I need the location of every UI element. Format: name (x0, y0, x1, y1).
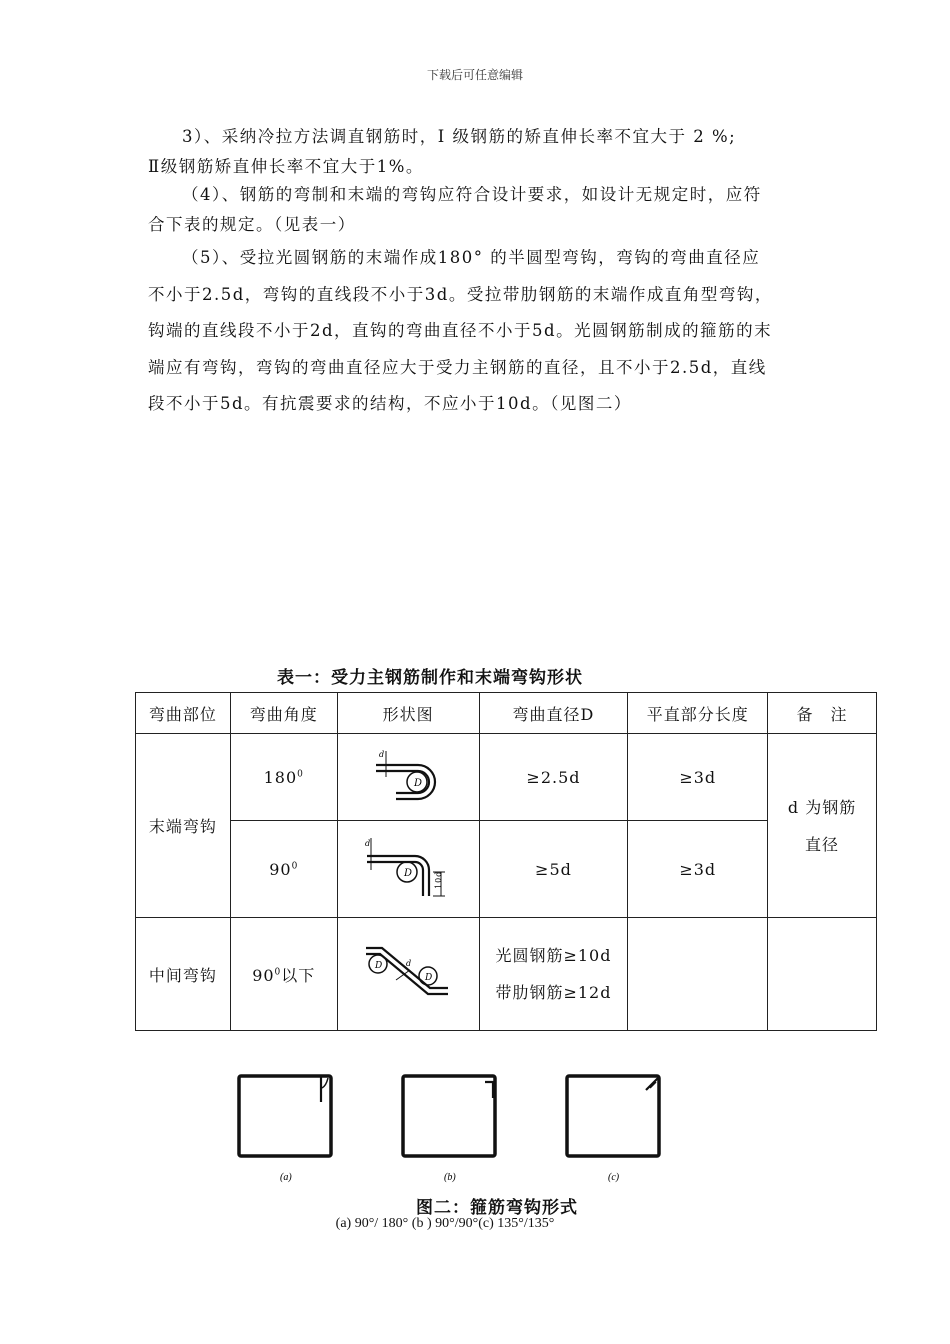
svg-text:d: d (406, 959, 413, 968)
table-row (136, 918, 877, 1031)
shape-cell (337, 734, 479, 821)
header-cell: 弯曲角度 (230, 693, 337, 734)
page-header: 下载后可任意编辑 (426, 68, 523, 82)
hook-180-icon (368, 747, 448, 807)
paragraph-line: 不小于2.5d，弯钩的直线段不小于3d。受拉带肋钢筋的末端作成直角型弯钩， (148, 284, 773, 304)
remark-cell (768, 734, 877, 918)
header-cell: 弯曲部位 (136, 693, 231, 734)
paragraph-hook-rules (148, 240, 808, 423)
header-cell: 备 注 (768, 693, 877, 734)
svg-text:D: D (404, 868, 414, 879)
table-header-row (136, 693, 877, 734)
paragraph-line: 段不小于5d。有抗震要求的结构，不应小于10d。（见图二） (148, 394, 632, 413)
figure-label-b: (b) (444, 1172, 456, 1183)
bend-angle-cell: $90^0$以下 (230, 918, 337, 1031)
bend-angle-cell: $90^0$ (230, 821, 337, 918)
bend-diameter-cell (479, 918, 628, 1031)
stirrup-b-diagram (403, 1076, 495, 1156)
straight-length-cell (628, 918, 768, 1031)
table-title: 表一：受力主钢筋制作和末端弯钩形状 (277, 668, 583, 688)
remark-cell-empty (768, 918, 877, 1031)
hook-90-icon (363, 834, 453, 904)
diameter-line: 带肋钢筋≥12d (495, 983, 612, 1002)
header-cell: 形状图 (337, 693, 479, 734)
bend-part-cell: 末端弯钩 (136, 734, 231, 918)
header-cell: 弯曲直径D (479, 693, 628, 734)
remark-line: d 为钢筋 (787, 797, 857, 817)
svg-text:d: d (365, 839, 372, 848)
stirrup-diagrams (230, 1068, 690, 1188)
remark-line: 直径 (805, 834, 840, 854)
middle-bend-icon (360, 940, 456, 1008)
bend-diameter-cell: ≥2.5d (479, 734, 628, 821)
header-cell: 平直部分长度 (628, 693, 768, 734)
figure-label-a: (a) (280, 1172, 292, 1183)
paragraph-bending-requirements (148, 180, 808, 240)
svg-text:D: D (375, 961, 384, 971)
stirrup-hook-figures (230, 1068, 690, 1188)
svg-text:10d: 10d (434, 870, 444, 889)
bend-diameter-cell: ≥5d (479, 821, 628, 918)
figure-label-c: (c) (608, 1172, 620, 1183)
svg-text:d: d (379, 750, 386, 759)
paragraph-line: （4）、钢筋的弯制和末端的弯钩应符合设计要求，如设计无规定时，应符 (182, 185, 762, 204)
paragraph-line: 合下表的规定。（见表一） (148, 215, 356, 234)
shape-cell (337, 918, 479, 1031)
paragraph-line: 端应有弯钩，弯钩的弯曲直径应大于受力主钢筋的直径，且不小于2.5d，直线 (148, 357, 767, 377)
paragraph-line: （5）、受拉光圆钢筋的末端作成180° 的半圆型弯钩，弯钩的弯曲直径应 (182, 248, 761, 267)
svg-text:D: D (414, 778, 424, 789)
figure-caption: 图二：箍筋弯钩形式 (416, 1198, 578, 1218)
table-row (136, 821, 877, 918)
paragraph-line: 钩端的直线段不小于2d，直钩的弯曲直径不小于5d。光圆钢筋制成的箍筋的末 (148, 321, 773, 340)
stirrup-a-diagram (239, 1076, 331, 1156)
table-row (136, 734, 877, 821)
figure-subcaption: (a) 90°/ 180° (b ) 90°/90°(c) 135°/135° (335, 1216, 555, 1231)
bend-part-cell: 中间弯钩 (136, 918, 231, 1031)
bend-angle-cell: $180^0$ (230, 734, 337, 821)
hook-spec-table (135, 692, 877, 1031)
paragraph-line: 3）、采纳冷拉方法调直钢筋时，Ⅰ 级钢筋的矫直伸长率不宜大于 2 %; (182, 127, 737, 146)
shape-cell (337, 821, 479, 918)
stirrup-c-diagram (567, 1076, 659, 1156)
diameter-line: 光圆钢筋≥10d (495, 946, 612, 965)
svg-text:D: D (425, 973, 434, 983)
paragraph-cold-drawing (148, 122, 808, 182)
paragraph-line: Ⅱ级钢筋矫直伸长率不宜大于1%。 (148, 157, 424, 176)
straight-length-cell: ≥3d (628, 821, 768, 918)
straight-length-cell: ≥3d (628, 734, 768, 821)
